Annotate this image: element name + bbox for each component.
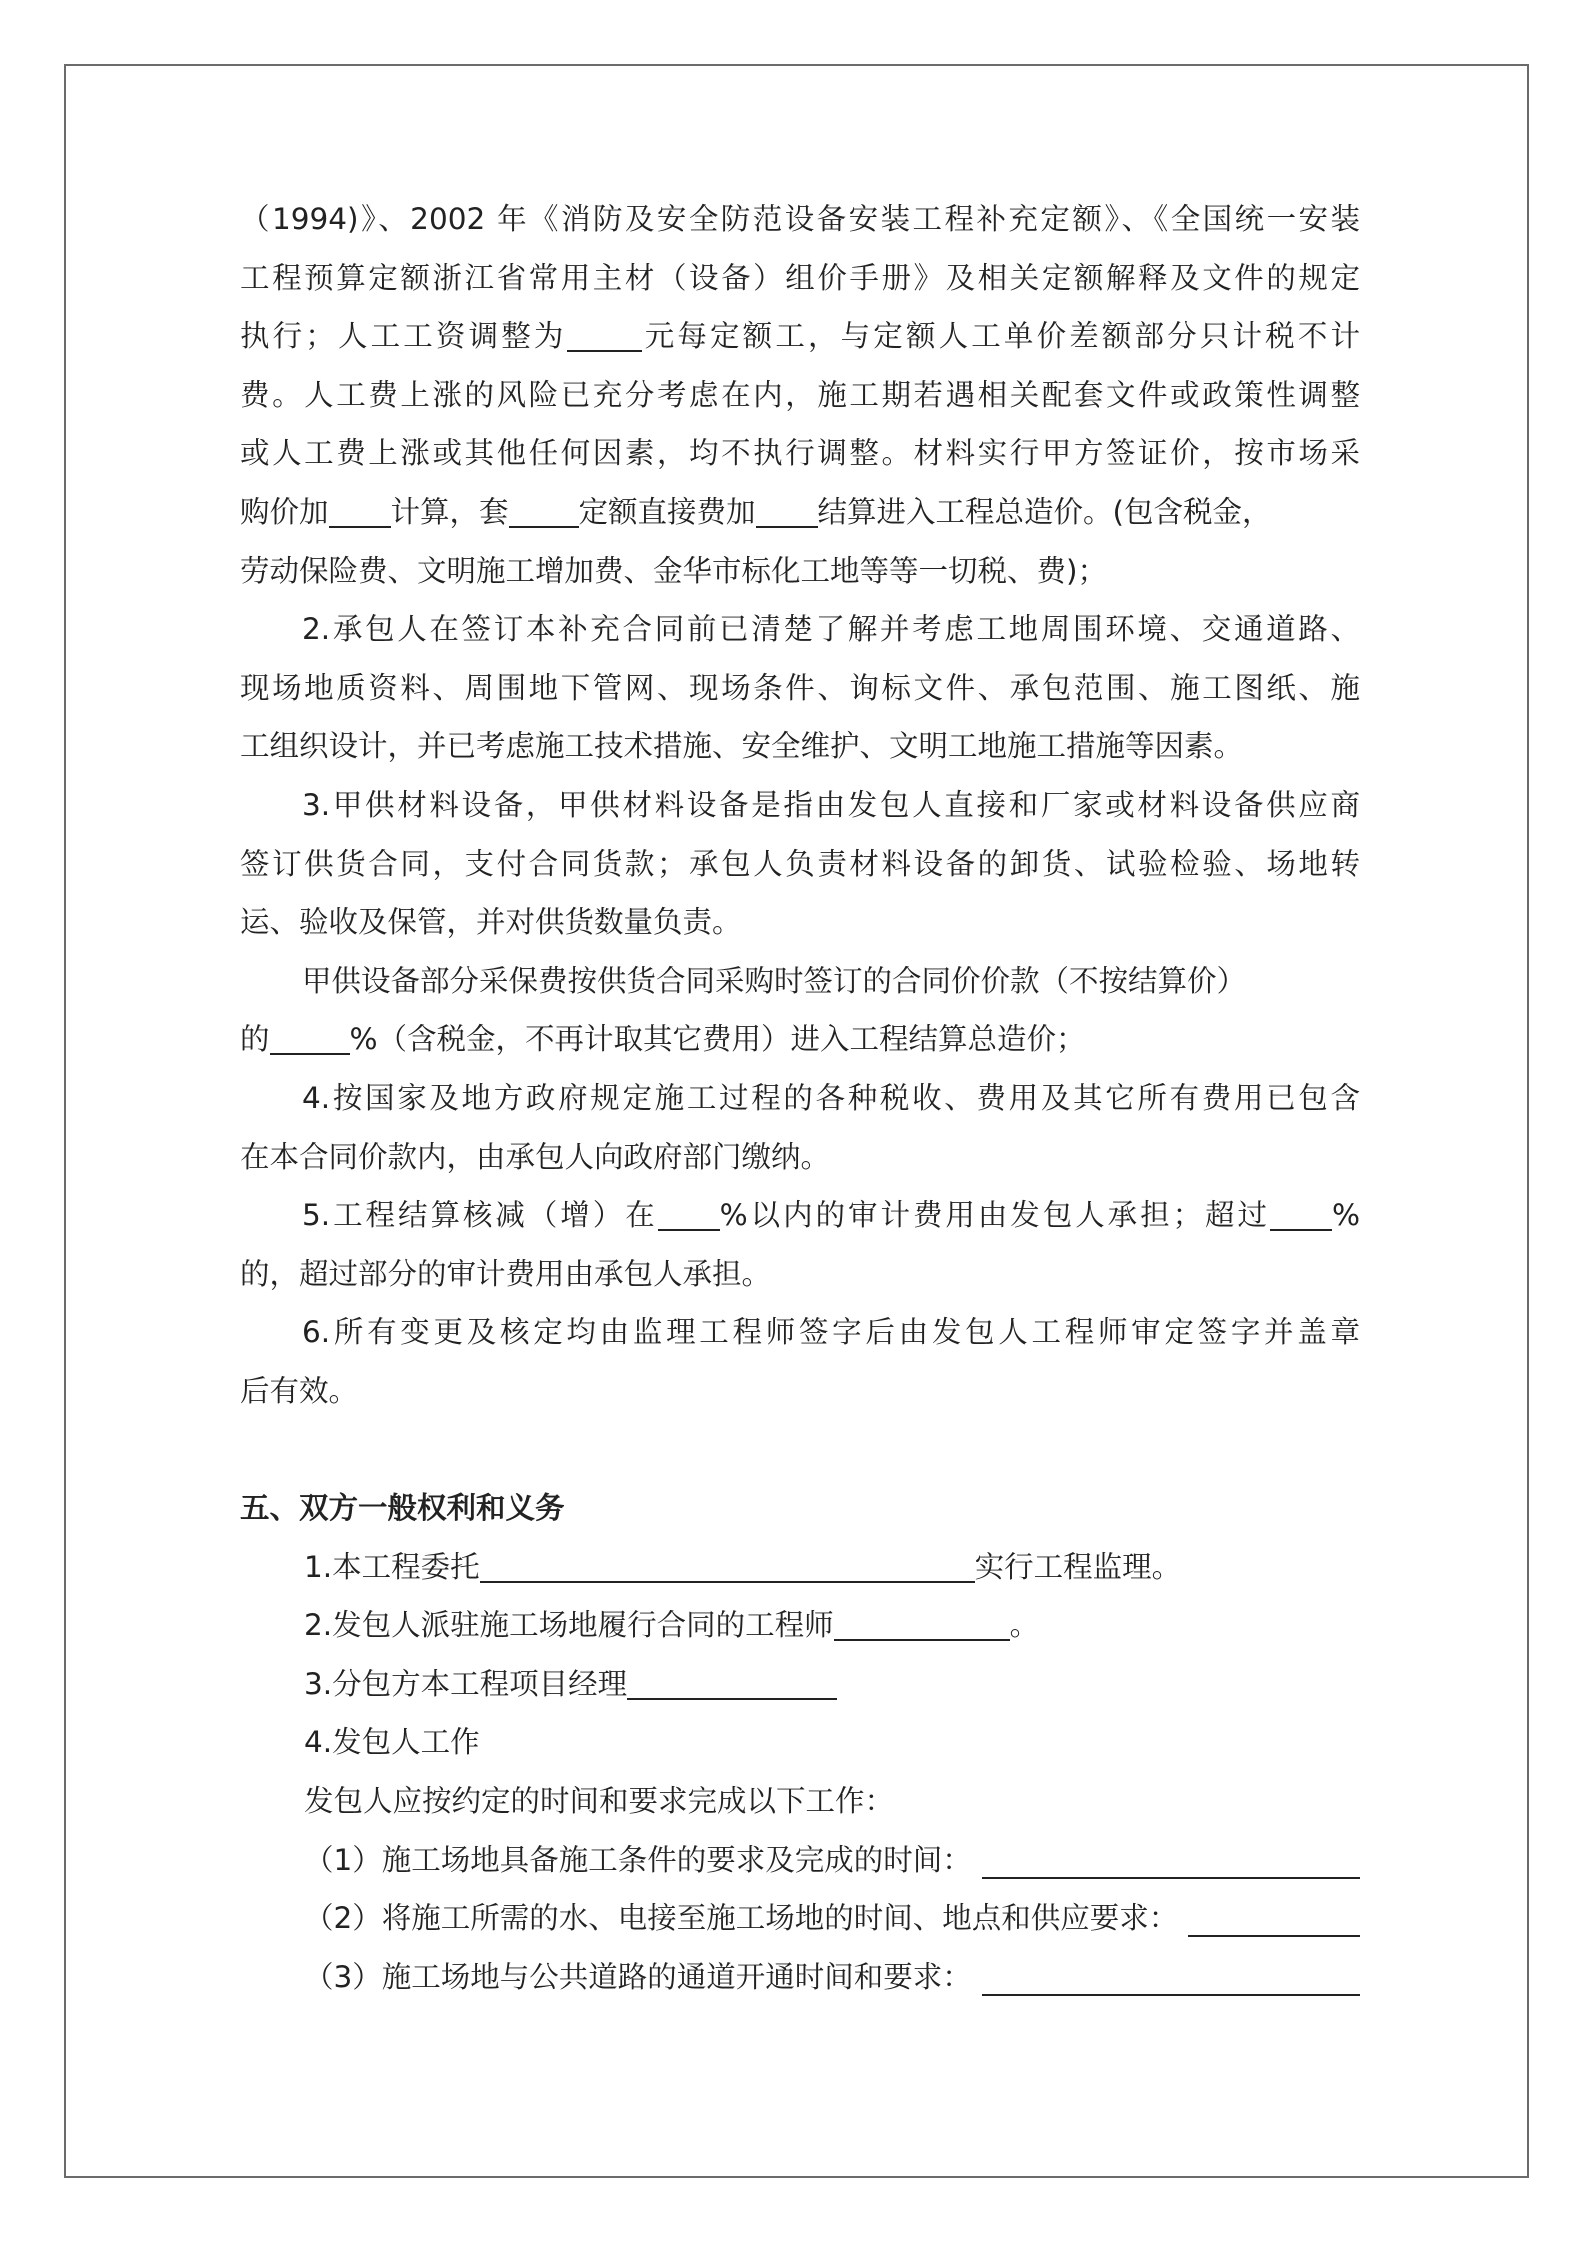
utilities-blank[interactable] <box>1188 1901 1360 1937</box>
text-line: 在本合同价款内，由承包人向政府部门缴纳。 <box>240 1139 831 1174</box>
text-segment: 实行工程监理。 <box>974 1549 1182 1584</box>
text-line: 3.甲供材料设备，甲供材料设备是指由发包人直接和厂家或材料设备供应商 <box>302 787 1360 822</box>
document-body <box>240 190 1360 2006</box>
section-heading: 五、双方一般权利和义务 <box>240 1491 565 1526</box>
access-road-blank[interactable] <box>982 1960 1360 1996</box>
site-ready-blank[interactable] <box>982 1843 1360 1879</box>
text-segment: （3）施工场地与公共道路的通道开通时间和要求： <box>304 1959 972 1994</box>
text-line: 签订供货合同，支付合同货款；承包人负责材料设备的卸货、试验检验、场地转 <box>240 846 1360 881</box>
project-manager-blank[interactable] <box>627 1664 837 1700</box>
text-line: 现场地质资料、周围地下管网、现场条件、询标文件、承包范围、施工图纸、施 <box>240 670 1360 705</box>
text-segment: % <box>1331 1198 1360 1233</box>
text-segment: 2.发包人派驻施工场地履行合同的工程师 <box>304 1608 834 1643</box>
text-segment: 1.本工程委托 <box>304 1549 480 1584</box>
text-line: 2.承包人在签订本补充合同前已清楚了解并考虑工地周围环境、交通道路、 <box>302 612 1360 647</box>
text-segment: （2）将施工所需的水、电接至施工场地的时间、地点和供应要求： <box>304 1901 1179 1936</box>
text-line: 4.发包人工作 <box>304 1725 480 1760</box>
text-segment: 计算，套 <box>390 494 509 529</box>
text-line <box>240 1596 1360 1655</box>
text-line <box>240 1948 1360 2007</box>
audit-excess-blank[interactable] <box>1270 1195 1332 1231</box>
direct-cost-blank[interactable] <box>756 492 818 528</box>
text-line <box>240 483 1360 542</box>
text-line: 6.所有变更及核定均由监理工程师签字后由发包人工程师审定签字并盖章 <box>302 1315 1360 1350</box>
text-line: 发包人应按约定的时间和要求完成以下工作： <box>304 1784 895 1819</box>
text-line <box>240 1889 1360 1948</box>
text-line: 甲供设备部分采保费按供货合同采购时签订的合同价价款（不按结算价） <box>302 963 1247 998</box>
markup-blank[interactable] <box>329 492 391 528</box>
text-line <box>240 1831 1360 1890</box>
text-line <box>240 1010 1360 1069</box>
audit-percent-blank[interactable] <box>658 1195 720 1231</box>
text-segment: 的 <box>240 1022 270 1057</box>
text-segment: 5.工程结算核减（增）在 <box>302 1198 658 1233</box>
text-line: （1994)》、2002 年《消防及安全防范设备安装工程补充定额》、《全国统一安装 <box>240 202 1360 236</box>
wage-blank[interactable] <box>567 316 642 352</box>
text-line: 劳动保险费、文明施工增加费、金华市标化工地等等一切税、费)； <box>240 553 1108 588</box>
text-line <box>240 1538 1360 1597</box>
text-line <box>240 1655 1360 1714</box>
text-line <box>240 1186 1360 1245</box>
text-segment: %（含税金，不再计取其它费用）进入工程结算总造价； <box>349 1022 1086 1057</box>
text-segment: 购价加 <box>240 494 329 529</box>
text-segment: 3.分包方本工程项目经理 <box>304 1666 628 1701</box>
text-segment: 元每定额工，与定额人工单价差额部分只计税不计 <box>641 319 1360 354</box>
text-line: 或人工费上涨或其他任何因素，均不执行调整。材料实行甲方签证价，按市场采 <box>240 436 1360 471</box>
text-line: 费。人工费上涨的风险已充分考虑在内，施工期若遇相关配套文件或政策性调整 <box>240 377 1360 412</box>
text-line: 运、验收及保管，并对供货数量负责。 <box>240 905 742 940</box>
text-line <box>240 307 1360 366</box>
procurement-fee-blank[interactable] <box>270 1019 350 1055</box>
text-line: 工程预算定额浙江省常用主材（设备）组价手册》及相关定额解释及文件的规定 <box>240 260 1360 295</box>
quota-blank[interactable] <box>509 492 579 528</box>
engineer-blank[interactable] <box>834 1605 1010 1641</box>
text-segment: 。 <box>1009 1608 1040 1643</box>
spacer <box>240 1420 1360 1479</box>
text-segment: 执行；人工工资调整为 <box>240 319 567 354</box>
supervisor-blank[interactable] <box>480 1547 975 1583</box>
text-line: 工组织设计，并已考虑施工技术措施、安全维护、文明工地施工措施等因素。 <box>240 729 1244 764</box>
text-segment: %以内的审计费用由发包人承担；超过 <box>719 1198 1270 1233</box>
text-line: 后有效。 <box>240 1373 359 1408</box>
text-segment: 结算进入工程总造价。(包含税金， <box>817 494 1272 529</box>
text-segment: 定额直接费加 <box>578 494 756 529</box>
text-line: 4.按国家及地方政府规定施工过程的各种税收、费用及其它所有费用已包含 <box>302 1080 1360 1115</box>
text-line: 的，超过部分的审计费用由承包人承担。 <box>240 1256 772 1291</box>
text-segment: （1）施工场地具备施工条件的要求及完成的时间： <box>304 1842 972 1877</box>
